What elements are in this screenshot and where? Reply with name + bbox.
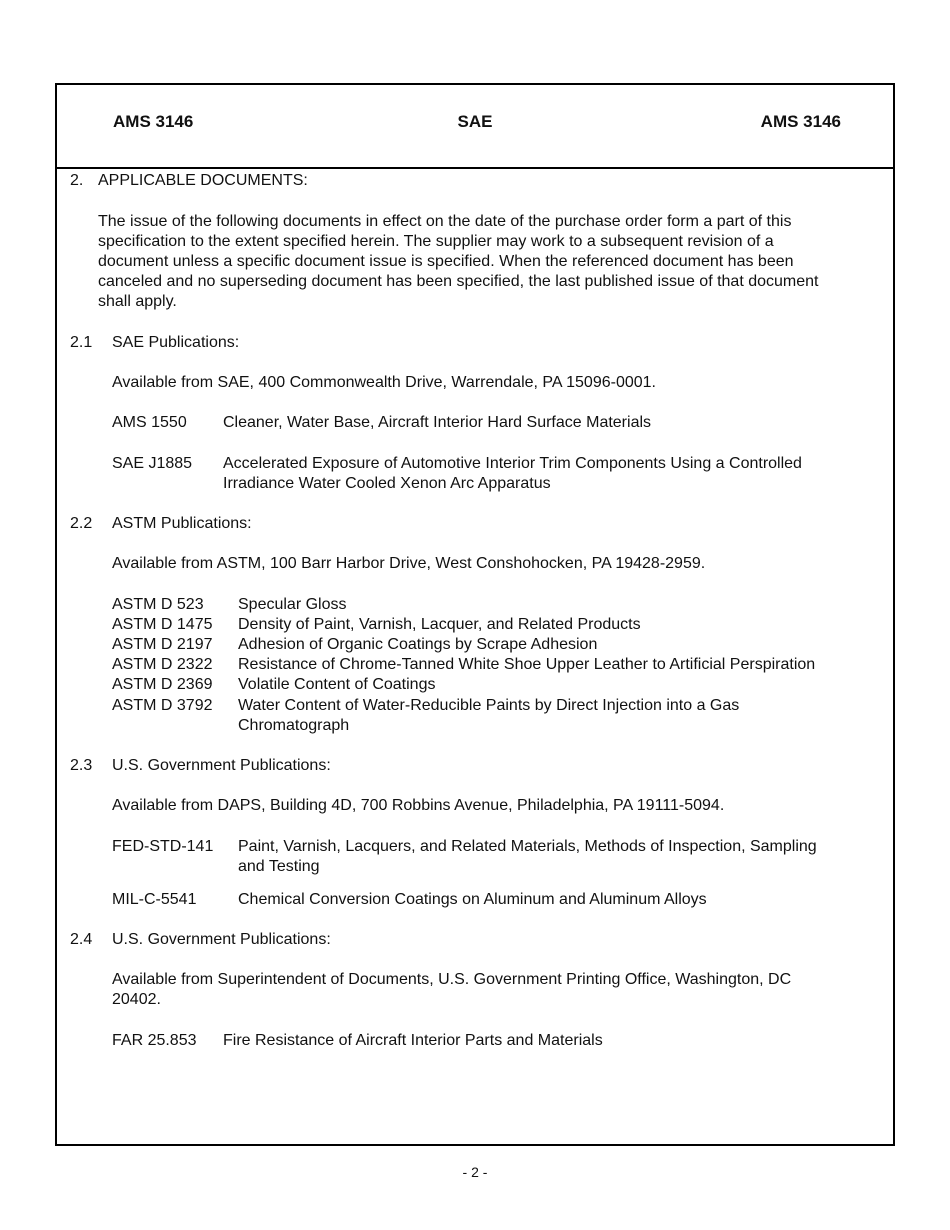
paragraph-line: shall apply. [98, 293, 177, 310]
subsection-title: SAE Publications: [112, 334, 240, 351]
paragraph-line: specification to the extent specified herein. The supplier may work to a subsequent revision of a [98, 233, 774, 250]
subsection-number: 2.1 [70, 334, 93, 351]
doc-title: Specular Gloss [238, 596, 347, 613]
subsection-number: 2.2 [70, 515, 93, 532]
header-doc-id-right: AMS 3146 [760, 112, 841, 131]
doc-title: Adhesion of Organic Coatings by Scrape Adhesion [238, 636, 598, 653]
doc-title: Chemical Conversion Coatings on Aluminum and Aluminum Alloys [238, 891, 707, 908]
header-doc-id-left: AMS 3146 [113, 112, 194, 131]
doc-title: Volatile Content of Coatings [238, 676, 436, 693]
doc-title: Fire Resistance of Aircraft Interior Parts and Materials [223, 1032, 603, 1049]
doc-title: Accelerated Exposure of Automotive Interior Trim Components Using a Controlled [223, 455, 802, 472]
availability-note: Available from DAPS, Building 4D, 700 Robbins Avenue, Philadelphia, PA 19111-5094. [112, 797, 725, 814]
doc-code: SAE J1885 [112, 455, 193, 472]
subsection-title: U.S. Government Publications: [112, 757, 331, 774]
section-title: APPLICABLE DOCUMENTS: [98, 172, 308, 189]
subsection-title: U.S. Government Publications: [112, 931, 331, 948]
doc-code: FAR 25.853 [112, 1032, 197, 1049]
doc-title: Cleaner, Water Base, Aircraft Interior Hard Surface Materials [223, 414, 652, 431]
doc-code: ASTM D 2369 [112, 676, 213, 693]
doc-title-continued: Chromatograph [238, 717, 350, 734]
paragraph-line: canceled and no superseding document has been specified, the last published issue of that document [98, 273, 819, 290]
doc-code: MIL-C-5541 [112, 891, 197, 908]
availability-note: Available from ASTM, 100 Barr Harbor Drive, West Conshohocken, PA 19428-2959. [112, 555, 706, 572]
doc-title-continued: and Testing [238, 858, 320, 875]
doc-title: Resistance of Chrome-Tanned White Shoe Upper Leather to Artificial Perspiration [238, 656, 816, 673]
subsection-number: 2.4 [70, 931, 93, 948]
doc-code: ASTM D 2197 [112, 636, 213, 653]
header-publisher: SAE [457, 112, 493, 131]
doc-title: Paint, Varnish, Lacquers, and Related Materials, Methods of Inspection, Sampling [238, 838, 817, 855]
doc-code: FED-STD-141 [112, 838, 214, 855]
subsection-number: 2.3 [70, 757, 93, 774]
paragraph-line: The issue of the following documents in effect on the date of the purchase order form a part of this [98, 213, 792, 230]
doc-code: ASTM D 1475 [112, 616, 213, 633]
doc-title: Density of Paint, Varnish, Lacquer, and Related Products [238, 616, 641, 633]
section-number: 2. [70, 172, 84, 189]
page-number: - 2 - [462, 1164, 488, 1180]
doc-code: ASTM D 3792 [112, 697, 213, 714]
doc-code: AMS 1550 [112, 414, 187, 431]
availability-note: Available from Superintendent of Documents, U.S. Government Printing Office, Washington, DC [112, 971, 792, 988]
availability-note-continued: 20402. [112, 991, 161, 1008]
doc-title: Water Content of Water-Reducible Paints by Direct Injection into a Gas [238, 697, 740, 714]
doc-title-continued: Irradiance Water Cooled Xenon Arc Apparatus [223, 475, 551, 492]
doc-code: ASTM D 2322 [112, 656, 213, 673]
paragraph-line: document unless a specific document issue is specified. When the referenced document has been [98, 253, 794, 270]
availability-note: Available from SAE, 400 Commonwealth Drive, Warrendale, PA 15096-0001. [112, 374, 656, 391]
doc-code: ASTM D 523 [112, 596, 204, 613]
page-header [57, 85, 893, 169]
subsection-title: ASTM Publications: [112, 515, 252, 532]
